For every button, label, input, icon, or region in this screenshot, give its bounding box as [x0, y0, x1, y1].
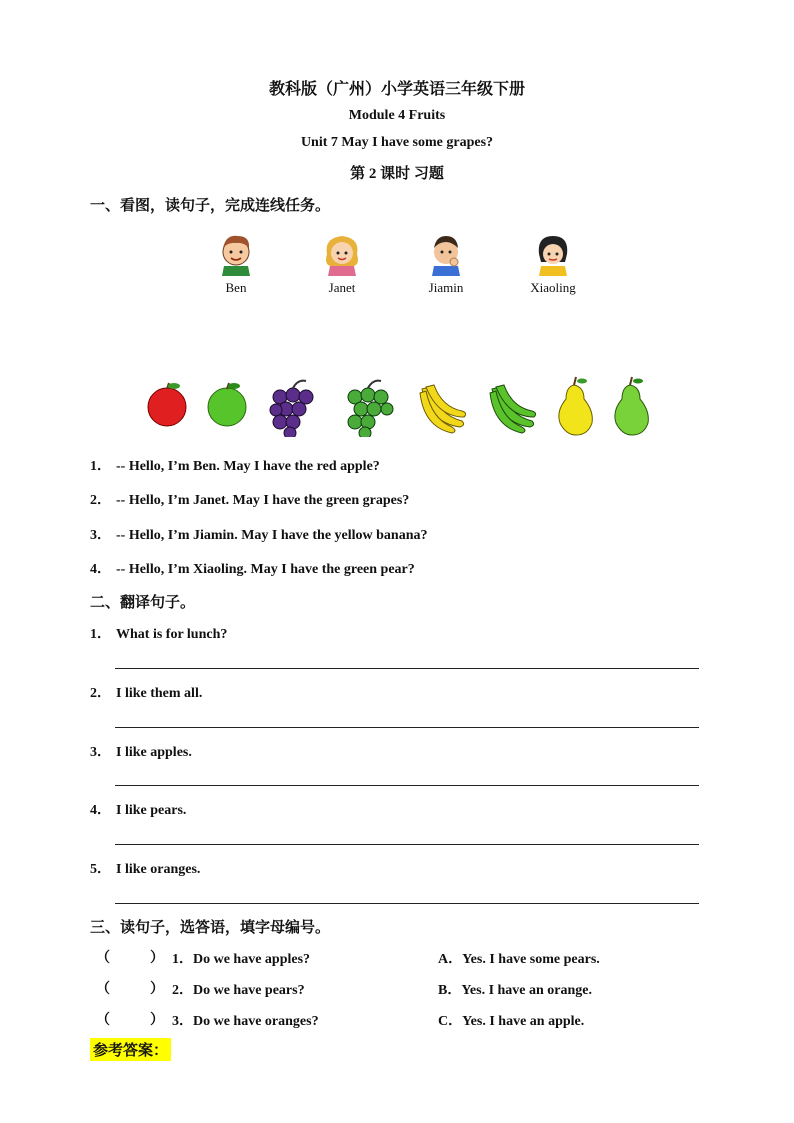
person-xiaoling — [508, 230, 598, 296]
person-name: Janet — [328, 280, 356, 295]
person-ben — [191, 230, 281, 296]
person-name: Jiamin — [428, 280, 464, 295]
boy-avatar-icon — [214, 230, 258, 278]
green-grapes-icon — [348, 381, 393, 437]
girl-avatar-icon — [531, 230, 575, 278]
answer-blank-open[interactable]: （ — [96, 951, 110, 966]
choice-question: 2．Do we have pears? — [172, 983, 305, 998]
answer-key-label: 参考答案： — [90, 1038, 171, 1061]
red-apple-icon — [148, 383, 186, 426]
answer-blank-close[interactable]: ） — [150, 951, 164, 966]
person-name: Xiaoling — [530, 280, 576, 295]
matching-question: 1． -- Hello, I’m Ben. May I have the red apple? — [90, 459, 380, 474]
choice-option: C．Yes. I have an apple. — [438, 1014, 585, 1029]
choice-option: A．Yes. I have some pears. — [438, 952, 600, 967]
matching-question: 2． -- Hello, I’m Janet. May I have the green grapes? — [90, 493, 410, 508]
translation-item: 4． I like pears. — [90, 803, 187, 818]
matching-question: 4． -- Hello, I’m Xiaoling. May I have the green pear? — [90, 562, 415, 577]
green-banana-icon — [490, 385, 536, 433]
translation-item: 3． I like apples. — [90, 745, 192, 760]
matching-question: 3． -- Hello, I’m Jiamin. May I have the yellow banana? — [90, 528, 428, 543]
answer-line[interactable] — [115, 727, 699, 728]
answer-blank-open[interactable]: （ — [96, 982, 110, 997]
answer-line[interactable] — [115, 668, 699, 669]
boy-thinking-avatar-icon — [424, 230, 468, 278]
purple-grapes-icon — [270, 381, 313, 437]
choice-question: 1．Do we have apples? — [172, 952, 311, 967]
unit-title: Unit 7 May I have some grapes? — [300, 135, 494, 150]
page-title: 教科版（广州）小学英语三年级下册 — [268, 81, 525, 98]
translation-item: 1． What is for lunch? — [90, 627, 228, 642]
translation-item: 5． I like oranges. — [90, 862, 201, 877]
person-janet — [297, 230, 387, 296]
yellow-pear-icon — [559, 377, 592, 435]
girl-avatar-icon — [320, 230, 364, 278]
lesson-title: 第 2 课时 习题 — [350, 166, 444, 182]
section3-heading: 三、读句子，选答语，填字母编号。 — [90, 920, 331, 936]
translation-item: 2． I like them all. — [90, 686, 203, 701]
answer-blank-close[interactable]: ） — [150, 982, 164, 997]
answer-line[interactable] — [115, 903, 699, 904]
module-title: Module 4 Fruits — [348, 108, 446, 123]
green-apple-icon — [208, 383, 246, 426]
fruit-row — [140, 375, 660, 437]
answer-blank-open[interactable]: （ — [96, 1013, 110, 1028]
choice-question: 3．Do we have oranges? — [172, 1014, 319, 1029]
green-pear-icon — [615, 377, 648, 435]
section2-heading: 二、翻译句子。 — [90, 595, 196, 611]
person-jiamin — [401, 230, 491, 296]
yellow-banana-icon — [420, 385, 466, 433]
answer-line[interactable] — [115, 844, 699, 845]
answer-blank-close[interactable]: ） — [150, 1013, 164, 1028]
person-name: Ben — [225, 280, 247, 295]
choice-option: B．Yes. I have an orange. — [438, 983, 593, 998]
answer-line[interactable] — [115, 785, 699, 786]
section1-heading: 一、看图，读句子，完成连线任务。 — [90, 198, 331, 214]
